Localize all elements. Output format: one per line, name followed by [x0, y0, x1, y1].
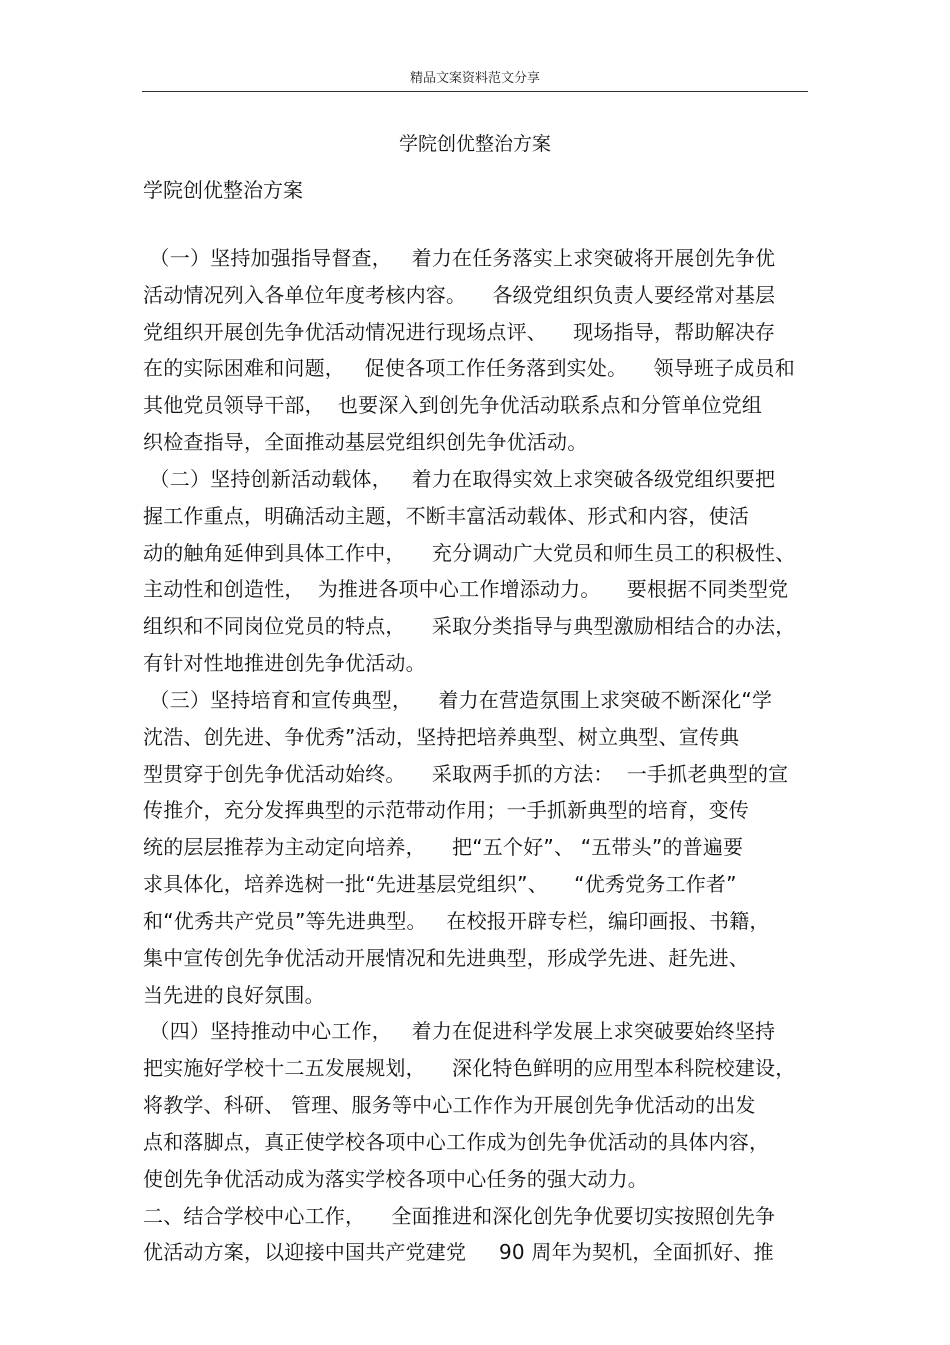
body-line: 使创先争优活动成为落实学校各项中心任务的强大动力。 [143, 1166, 648, 1191]
body-line: 动的触角延伸到具体工作中， 充分调动广大党员和师生员工的积极性、 [143, 540, 796, 565]
body-line: 统的层层推荐为主动定向培养， 把“五个好”、 “五带头”的普遍要 [143, 835, 744, 860]
page-header: 精品文案资料范文分享 [409, 71, 540, 86]
body-line: 主动性和创造性， 为推进各项中心工作增添动力。 要根据不同类型党 [143, 577, 789, 602]
body-line: 党组织开展创先争优活动情况进行现场点评、 现场指导，帮助解决存 [143, 319, 776, 344]
document-subtitle: 学院创优整治方案 [143, 178, 303, 202]
body-line: （四）坚持推动中心工作， 着力在促进科学发展上求突破要始终坚持 [143, 1019, 776, 1044]
body-line: 组织和不同岗位党员的特点， 采取分类指导与典型激励相结合的办法， [143, 614, 796, 639]
body-line: 在的实际困难和问题， 促使各项工作任务落到实处。 领导班子成员和 [143, 356, 795, 381]
body-line: 和“优秀共产党员”等先进典型。 在校报开辟专栏，编印画报、书籍， [143, 908, 770, 933]
document-body [143, 240, 823, 1271]
body-line: 沈浩、创先进、争优秀”活动，坚持把培养典型、树立典型、宣传典 [143, 724, 740, 749]
document-title: 学院创优整治方案 [398, 133, 551, 155]
body-line: 求具体化，培养选树一批“先进基层党组织”、 “优秀党务工作者” [143, 872, 737, 897]
body-line: 型贯穿于创先争优活动始终。 采取两手抓的方法： 一手抓老典型的宣 [143, 761, 789, 786]
body-line: 握工作重点，明确活动主题，不断丰富活动载体、形式和内容，使活 [143, 503, 749, 528]
body-line: （二）坚持创新活动载体， 着力在取得实效上求突破各级党组织要把 [143, 466, 776, 491]
body-line: 把实施好学校十二五发展规划， 深化特色鲜明的应用型本科院校建设， [143, 1056, 796, 1081]
body-line: 点和落脚点，真正使学校各项中心工作成为创先争优活动的具体内容， [143, 1129, 770, 1154]
body-line: 传推介，充分发挥典型的示范带动作用；一手抓新典型的培育，变传 [143, 798, 749, 823]
body-line: 活动情况列入各单位年度考核内容。 各级党组织负责人要经常对基层 [143, 282, 776, 307]
body-line: 有针对性地推进创先争优活动。 [143, 651, 426, 676]
body-line: 其他党员领导干部， 也要深入到创先争优活动联系点和分管单位党组 [143, 393, 763, 418]
body-line: 二、结合学校中心工作， 全面推进和深化创先争优要切实按照创先争 [143, 1203, 776, 1228]
body-line: 集中宣传创先争优活动开展情况和先进典型，形成学先进、赶先进、 [143, 945, 749, 970]
body-line: 当先进的良好氛围。 [143, 982, 325, 1007]
header-divider [142, 91, 808, 92]
body-line: （三）坚持培育和宣传典型， 着力在营造氛围上求突破不断深化“学 [143, 687, 773, 712]
body-line: 将教学、科研、 管理、服务等中心工作作为开展创先争优活动的出发 [143, 1093, 756, 1118]
body-line: 优活动方案，以迎接中国共产党建党 90 周年为契机，全面抓好、推 [143, 1240, 774, 1265]
body-line: （一）坚持加强指导督查， 着力在任务落实上求突破将开展创先争优 [143, 246, 776, 270]
body-line: 织检查指导，全面推动基层党组织创先争优活动。 [143, 430, 588, 455]
